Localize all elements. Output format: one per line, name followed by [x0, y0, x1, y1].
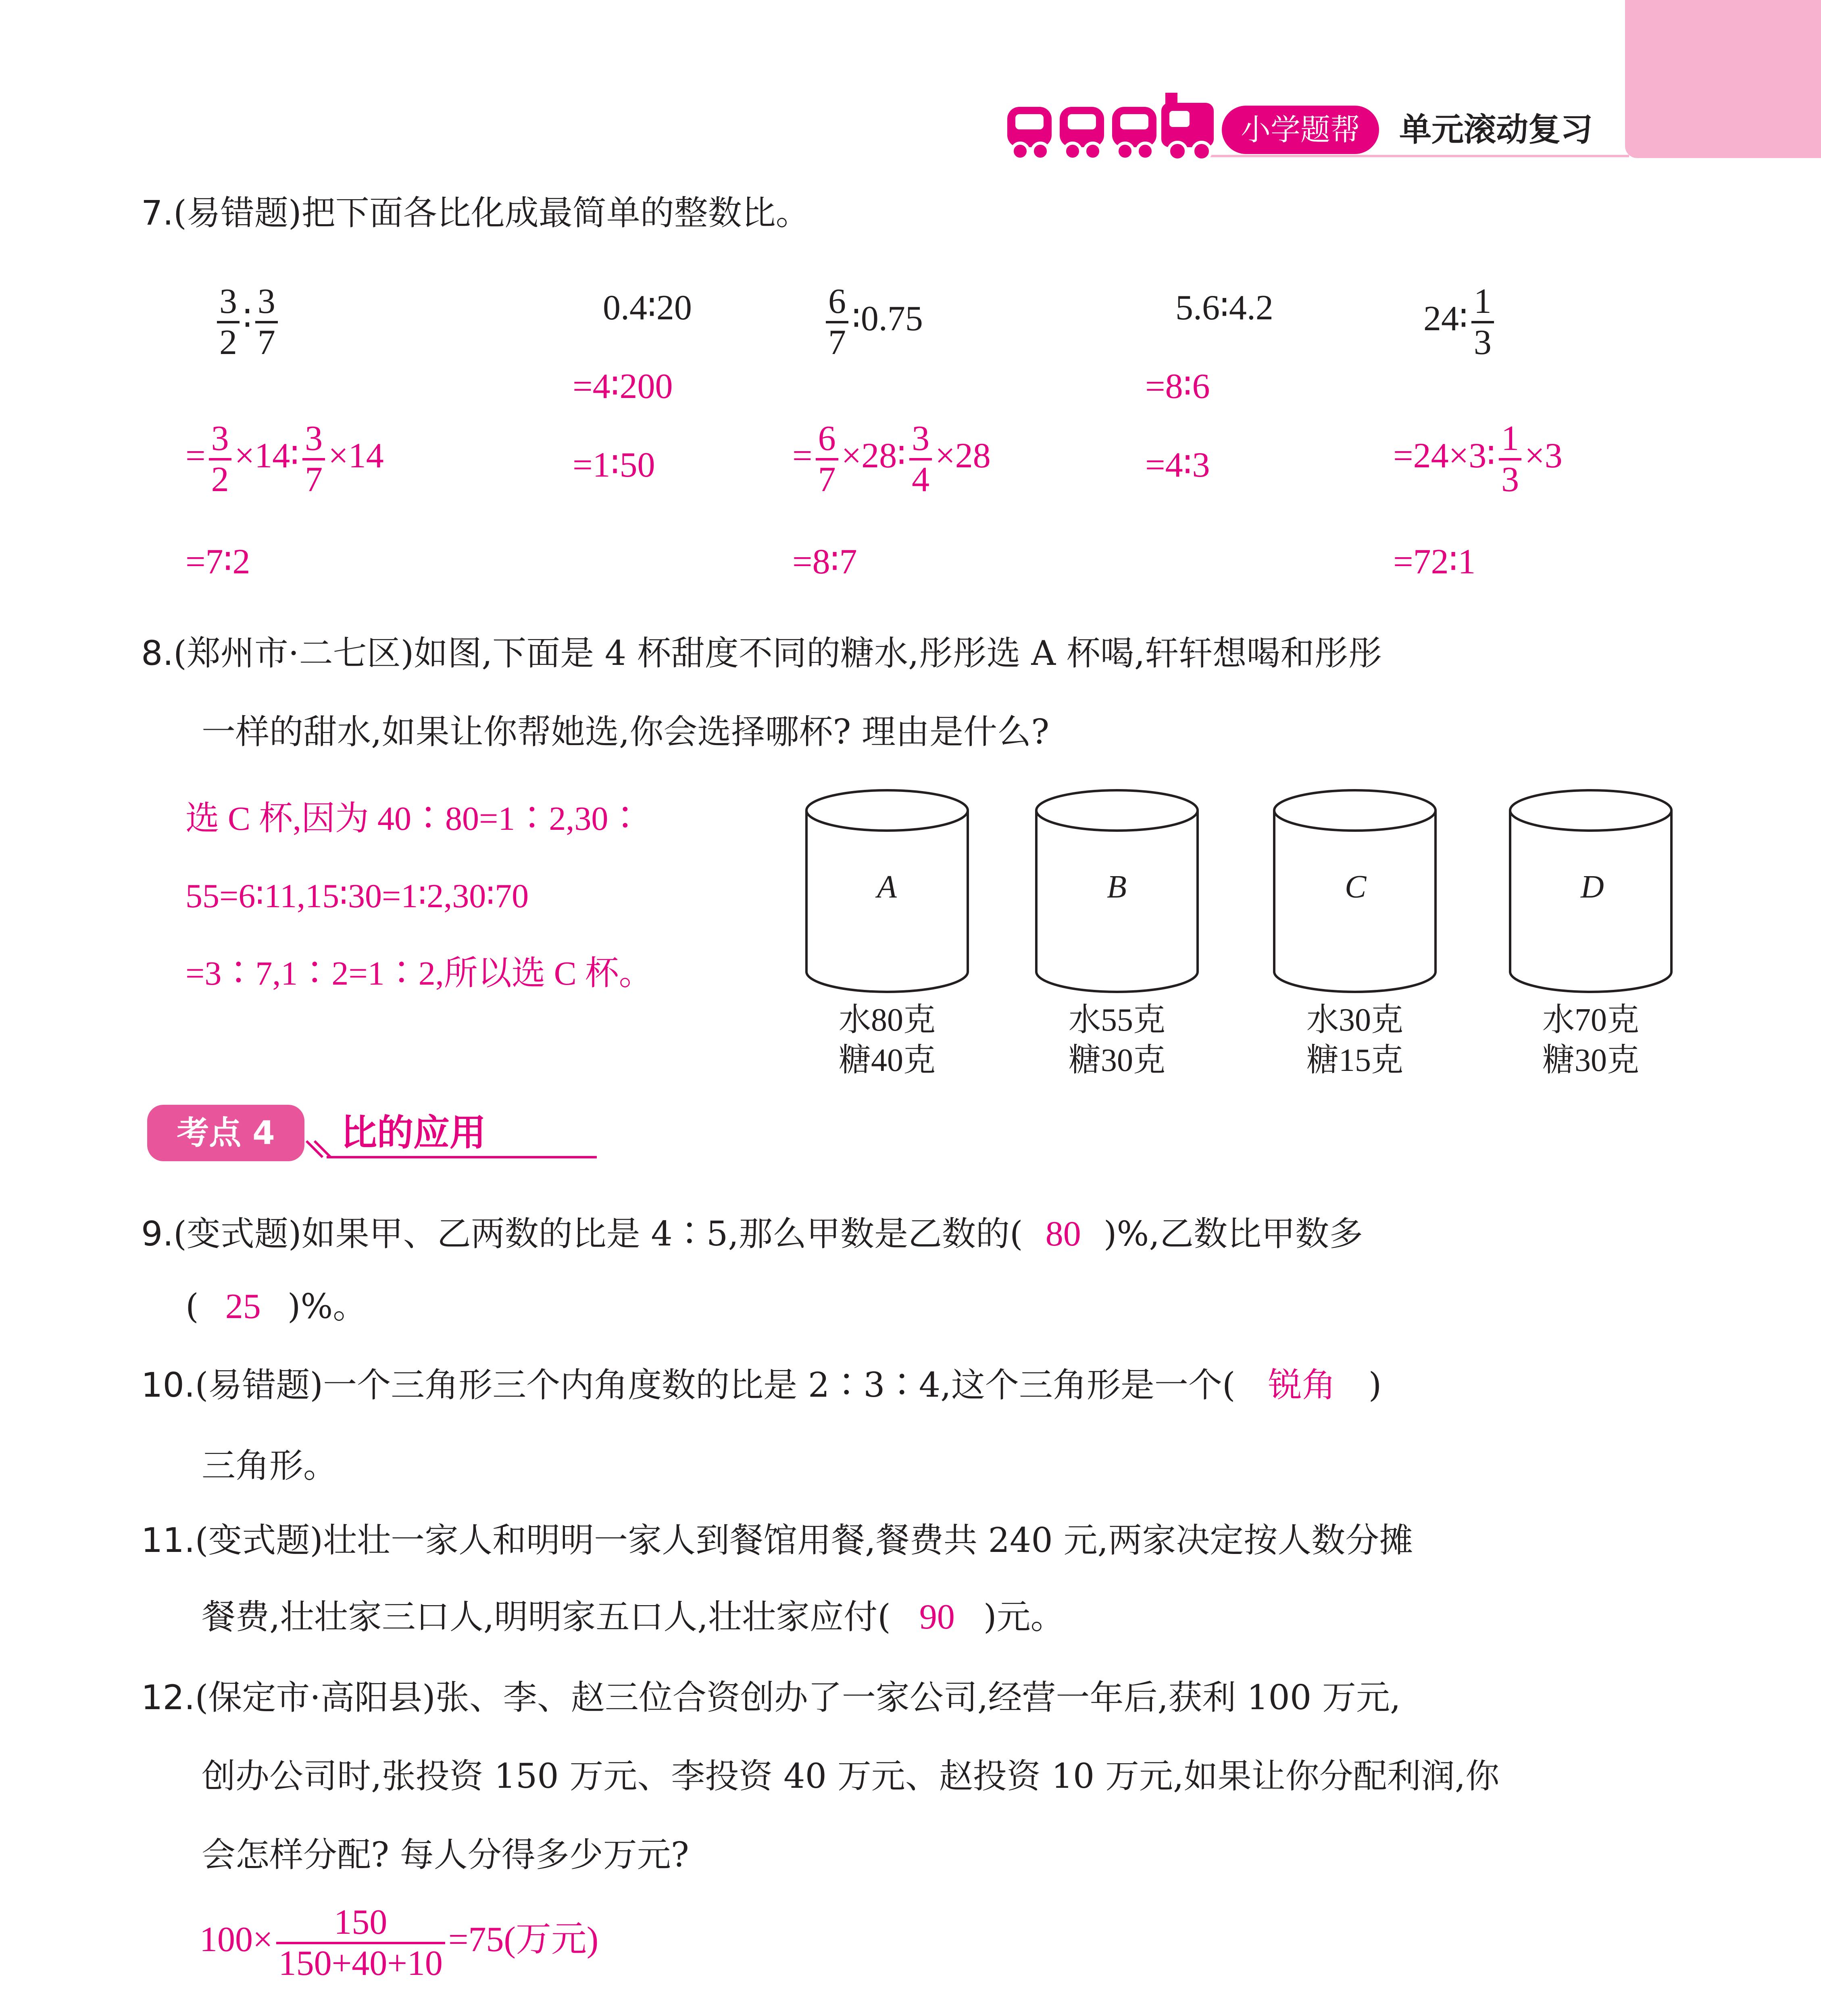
- q10-line1: 10.(易错题)一个三角形三个内角度数的比是 2∶3∶4,这个三角形是一个( 锐角 ): [141, 1361, 1381, 1409]
- cup-c-label: C: [1345, 869, 1367, 905]
- cup-a-label: A: [877, 869, 897, 905]
- q7-item5-question: 24∶ $\frac{1}{3}$: [1423, 282, 1497, 362]
- cup-d-label: D: [1581, 869, 1604, 905]
- q7-item1-question: $\frac{3}{2}$ ∶ $\frac{3}{7}$: [214, 282, 281, 362]
- q12-line3: 会怎样分配? 每人分得多少万元?: [202, 1835, 689, 1874]
- q9-line2: ( 25 )%。: [185, 1282, 367, 1331]
- q7-item4-step2: =4∶3: [1145, 446, 1210, 485]
- header-tab: [1625, 0, 1821, 158]
- q9-answer-2: 25: [225, 1287, 261, 1326]
- q11-answer: 90: [919, 1597, 955, 1637]
- q12-calc-1: 100× $\frac{150}{150+40+10}$ =75(万元): [200, 1903, 599, 1983]
- q9-line1: 9.(变式题)如果甲、乙两数的比是 4∶5,那么甲数是乙数的( 80 )%,乙数比甲数多: [141, 1210, 1363, 1258]
- q10-line2: 三角形。: [202, 1446, 338, 1485]
- q7-item2-step1: =4∶200: [573, 367, 673, 406]
- q12-line1: 12.(保定市·高阳县)张、李、赵三位合资创办了一家公司,经营一年后,获利 100 万元,: [141, 1678, 1401, 1717]
- q8-prompt-line1: 8.(郑州市·二七区)如图,下面是 4 杯甜度不同的糖水,彤彤选 A 杯喝,轩轩想喝和彤彤: [141, 633, 1382, 673]
- q9-answer-1: 80: [1045, 1214, 1081, 1254]
- cup-a-caption: 水80克 糖40克: [839, 1002, 936, 1078]
- header-rule: [1194, 155, 1629, 157]
- q7-item4-question: 5.6∶4.2: [1175, 288, 1273, 327]
- section-title: 单元滚动复习: [1399, 111, 1593, 148]
- q10-answer: 锐角: [1268, 1365, 1336, 1405]
- q7-item3-step2: =8∶7: [792, 542, 857, 581]
- cup-d-caption: 水70克 糖30克: [1542, 1002, 1639, 1078]
- section-badge: 考点 4: [147, 1105, 304, 1161]
- brand-badge: 小学题帮: [1222, 106, 1379, 154]
- q12-line2: 创办公司时,张投资 150 万元、李投资 40 万元、赵投资 10 万元,如果让你分配利润,你: [202, 1756, 1500, 1796]
- q11-line1: 11.(变式题)壮壮一家人和明明一家人到餐馆用餐,餐费共 240 元,两家决定按人数分摊: [141, 1520, 1413, 1560]
- q7-item5-step1: =24×3∶ $\frac{1}{3}$ ×3: [1393, 419, 1563, 499]
- cups-figure: [798, 786, 1702, 996]
- cup-c-caption: 水30克 糖15克: [1306, 1002, 1403, 1078]
- q7-item3-question: $\frac{6}{7}$ ∶0.75: [823, 282, 923, 362]
- q7-item1-step2: =7∶2: [185, 542, 250, 581]
- q8-prompt-line2: 一样的甜水,如果让你帮她选,你会选择哪杯? 理由是什么?: [202, 712, 1050, 752]
- q7-item2-step2: =1∶50: [573, 446, 655, 485]
- q7-prompt: 7.(易错题)把下面各比化成最简单的整数比。: [141, 193, 810, 233]
- train-icon: [1004, 91, 1218, 163]
- q7-item2-question: 0.4∶20: [603, 288, 692, 327]
- q7-item5-step2: =72∶1: [1393, 542, 1476, 581]
- cup-b-label: B: [1107, 869, 1127, 905]
- cup-b-caption: 水55克 糖30克: [1069, 1002, 1165, 1078]
- q11-line2: 餐费,壮壮家三口人,明明家五口人,壮壮家应付( 90 )元。: [202, 1593, 1065, 1641]
- q8-answer: 选 C 杯,因为 40∶80=1∶2,30∶ 55=6∶11,15∶30=1∶2,30∶70 =3∶7,1∶2=1∶2,所以选 C 杯。: [185, 800, 653, 992]
- q7-item3-step1: = $\frac{6}{7}$ ×28∶ $\frac{3}{4}$ ×28: [792, 419, 991, 499]
- q7-item4-step1: =8∶6: [1145, 367, 1210, 406]
- q7-item1-step1: = $\frac{3}{2}$ ×14∶ $\frac{3}{7}$ ×14: [185, 419, 384, 499]
- section-title-applications: 比的应用: [341, 1112, 486, 1154]
